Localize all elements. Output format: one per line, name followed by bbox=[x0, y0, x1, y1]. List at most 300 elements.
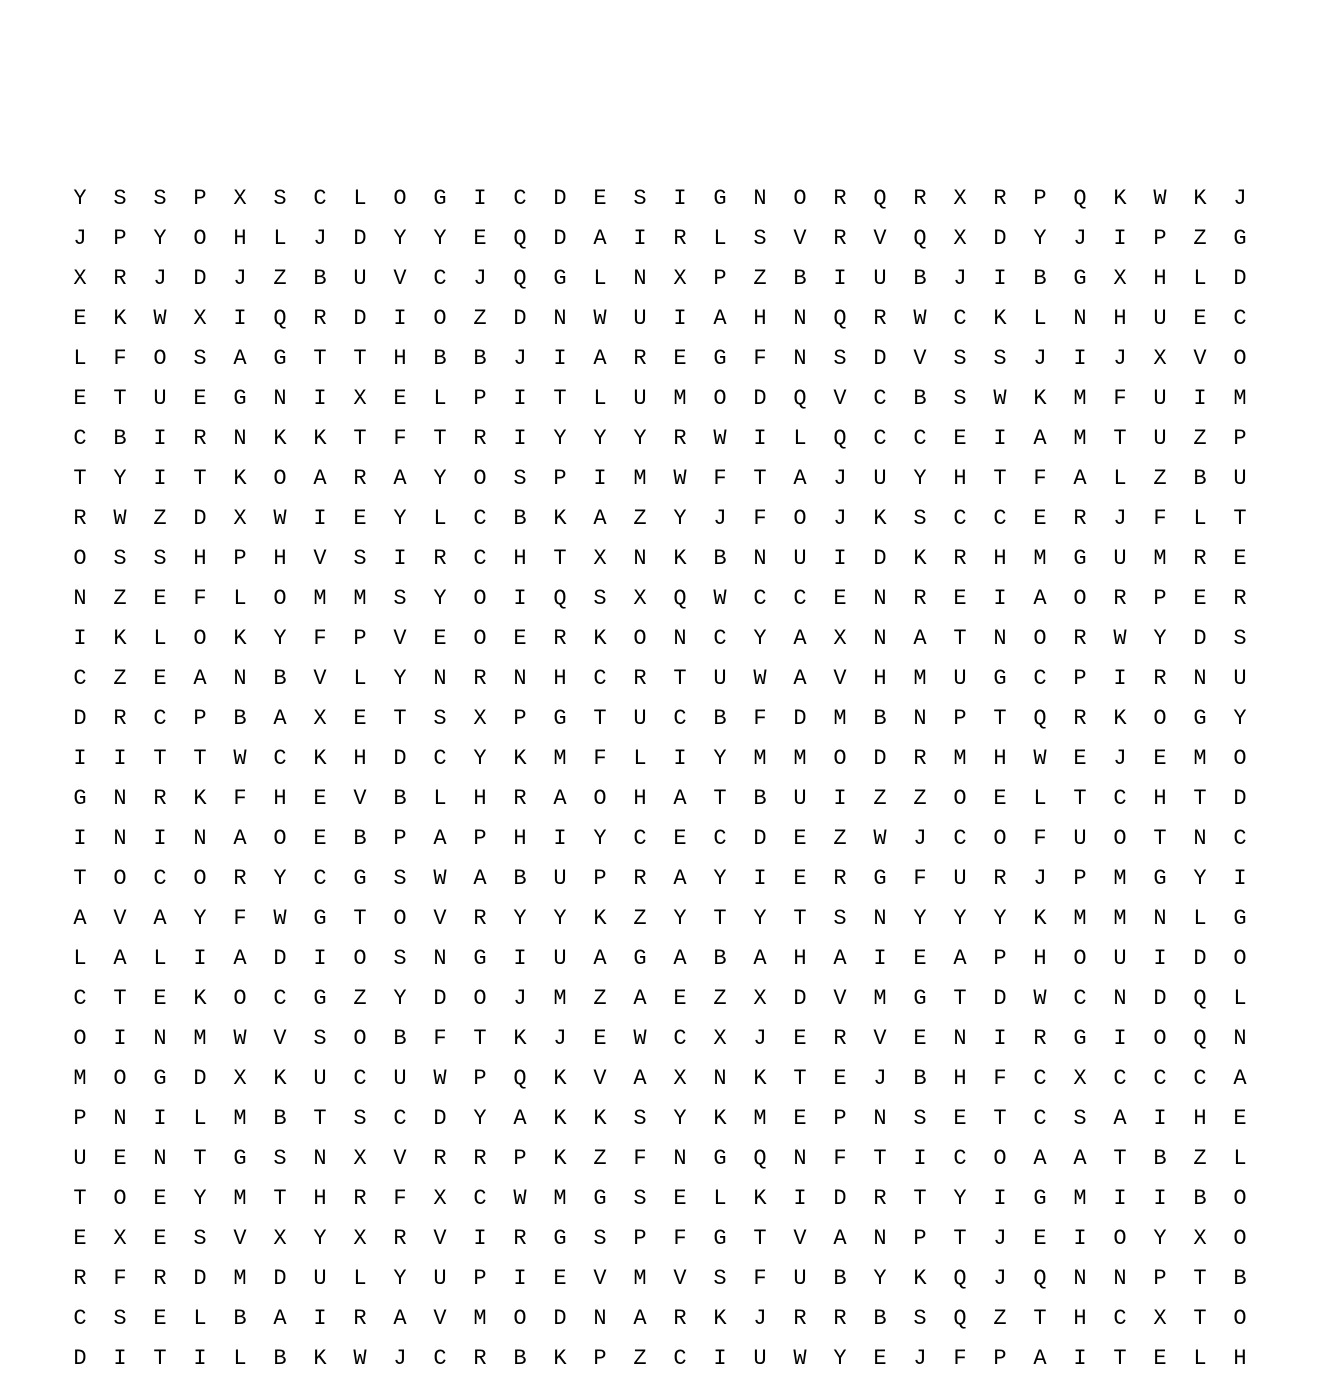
grid-letter: Z bbox=[353, 986, 367, 1011]
grid-letter: Z bbox=[473, 306, 487, 331]
grid-letter: K bbox=[193, 786, 207, 811]
grid-letter: N bbox=[873, 1106, 887, 1131]
grid-letter: C bbox=[73, 1306, 87, 1331]
grid-letter: G bbox=[313, 986, 327, 1011]
grid-letter: C bbox=[953, 826, 967, 851]
grid-letter: A bbox=[953, 946, 967, 971]
grid-letter: Z bbox=[593, 986, 607, 1011]
grid-letter: R bbox=[473, 426, 487, 451]
grid-letter: I bbox=[233, 306, 247, 331]
grid-letter: C bbox=[393, 1106, 407, 1131]
grid-letter: M bbox=[553, 986, 567, 1011]
grid-letter: B bbox=[713, 946, 727, 971]
grid-letter: O bbox=[393, 186, 407, 211]
grid-letter: D bbox=[993, 986, 1007, 1011]
grid-letter: K bbox=[553, 1106, 567, 1131]
grid-letter: R bbox=[353, 1306, 367, 1331]
grid-letter: X bbox=[113, 1226, 127, 1251]
grid-letter: A bbox=[233, 826, 247, 851]
grid-letter: Q bbox=[913, 226, 927, 251]
grid-letter: O bbox=[273, 466, 287, 491]
grid-letter: O bbox=[353, 946, 367, 971]
grid-letter: G bbox=[713, 1146, 727, 1171]
grid-letter: A bbox=[593, 346, 607, 371]
grid-letter: Q bbox=[1033, 1266, 1047, 1291]
grid-letter: T bbox=[153, 1346, 167, 1371]
grid-letter: C bbox=[673, 706, 687, 731]
grid-letter: D bbox=[1193, 946, 1207, 971]
grid-letter: I bbox=[1153, 946, 1167, 971]
grid-letter: D bbox=[553, 1306, 567, 1331]
grid-letter: T bbox=[353, 426, 367, 451]
grid-letter: I bbox=[513, 586, 527, 611]
grid-letter: O bbox=[1233, 1186, 1247, 1211]
grid-letter: M bbox=[1073, 426, 1087, 451]
grid-letter: B bbox=[1153, 1146, 1167, 1171]
grid-letter: K bbox=[513, 1026, 527, 1051]
grid-letter: L bbox=[73, 946, 87, 971]
grid-letter: V bbox=[833, 386, 847, 411]
grid-letter: B bbox=[113, 426, 127, 451]
grid-letter: B bbox=[913, 1066, 927, 1091]
grid-letter: M bbox=[233, 1106, 247, 1131]
grid-letter: D bbox=[873, 346, 887, 371]
grid-letter: F bbox=[113, 1266, 127, 1291]
grid-letter: D bbox=[873, 546, 887, 571]
grid-letter: B bbox=[1033, 266, 1047, 291]
grid-letter: M bbox=[1113, 866, 1127, 891]
grid-letter: S bbox=[433, 706, 447, 731]
grid-letter: U bbox=[633, 306, 647, 331]
grid-letter: O bbox=[993, 1146, 1007, 1171]
grid-letter: N bbox=[873, 626, 887, 651]
grid-letter: I bbox=[673, 746, 687, 771]
grid-letter: O bbox=[473, 586, 487, 611]
grid-letter: S bbox=[713, 1266, 727, 1291]
grid-letter: R bbox=[913, 746, 927, 771]
grid-letter: O bbox=[1113, 1226, 1127, 1251]
grid-letter: W bbox=[633, 1026, 647, 1051]
grid-letter: D bbox=[993, 226, 1007, 251]
grid-letter: S bbox=[313, 1026, 327, 1051]
grid-letter: I bbox=[1073, 1346, 1087, 1371]
grid-letter: H bbox=[1113, 306, 1127, 331]
grid-letter: E bbox=[913, 1026, 927, 1051]
grid-letter: M bbox=[753, 746, 767, 771]
grid-letter: S bbox=[1073, 1106, 1087, 1131]
grid-letter: U bbox=[1233, 666, 1247, 691]
grid-letter: Y bbox=[553, 906, 567, 931]
grid-letter: T bbox=[1113, 426, 1127, 451]
grid-letter: U bbox=[393, 1066, 407, 1091]
grid-letter: M bbox=[1073, 906, 1087, 931]
grid-letter: N bbox=[753, 186, 767, 211]
grid-letter: T bbox=[553, 546, 567, 571]
grid-letter: P bbox=[473, 1266, 487, 1291]
grid-letter: R bbox=[473, 906, 487, 931]
grid-letter: C bbox=[1113, 786, 1127, 811]
grid-letter: K bbox=[113, 626, 127, 651]
grid-letter: Q bbox=[953, 1306, 967, 1331]
grid-letter: L bbox=[353, 186, 367, 211]
grid-letter: K bbox=[873, 506, 887, 531]
grid-letter: N bbox=[793, 306, 807, 331]
grid-letter: K bbox=[313, 1346, 327, 1371]
grid-letter: M bbox=[913, 666, 927, 691]
grid-letter: T bbox=[113, 386, 127, 411]
grid-letter: C bbox=[1033, 666, 1047, 691]
grid-letter: I bbox=[513, 946, 527, 971]
grid-letter: A bbox=[553, 786, 567, 811]
grid-letter: I bbox=[993, 266, 1007, 291]
grid-letter: Y bbox=[113, 466, 127, 491]
grid-letter: E bbox=[353, 706, 367, 731]
grid-letter: K bbox=[233, 626, 247, 651]
grid-letter: V bbox=[353, 786, 367, 811]
grid-letter: E bbox=[833, 1066, 847, 1091]
grid-letter: D bbox=[353, 306, 367, 331]
grid-letter: C bbox=[313, 866, 327, 891]
grid-letter: L bbox=[1033, 306, 1047, 331]
grid-letter: E bbox=[73, 1226, 87, 1251]
grid-letter: Y bbox=[833, 1346, 847, 1371]
grid-letter: E bbox=[153, 666, 167, 691]
grid-letter: B bbox=[913, 266, 927, 291]
grid-letter: E bbox=[313, 826, 327, 851]
grid-letter: K bbox=[553, 1346, 567, 1371]
grid-letter: R bbox=[433, 1146, 447, 1171]
grid-letter: G bbox=[713, 346, 727, 371]
grid-letter: L bbox=[193, 1306, 207, 1331]
grid-letter: B bbox=[873, 706, 887, 731]
grid-letter: X bbox=[233, 1066, 247, 1091]
grid-letter: K bbox=[273, 426, 287, 451]
grid-letter: U bbox=[433, 1266, 447, 1291]
grid-letter: R bbox=[913, 586, 927, 611]
grid-letter: U bbox=[313, 1066, 327, 1091]
grid-letter: M bbox=[313, 586, 327, 611]
grid-letter: O bbox=[1153, 1026, 1167, 1051]
grid-letter: O bbox=[1113, 826, 1127, 851]
grid-letter: Q bbox=[513, 1066, 527, 1091]
grid-letter: C bbox=[873, 426, 887, 451]
grid-letter: J bbox=[913, 1346, 927, 1371]
grid-letter: P bbox=[1033, 186, 1047, 211]
grid-letter: J bbox=[753, 1306, 767, 1331]
grid-letter: O bbox=[233, 986, 247, 1011]
grid-letter: U bbox=[313, 1266, 327, 1291]
grid-letter: M bbox=[473, 1306, 487, 1331]
grid-letter: R bbox=[913, 186, 927, 211]
grid-letter: I bbox=[153, 1106, 167, 1131]
grid-letter: Y bbox=[1033, 226, 1047, 251]
grid-letter: X bbox=[1153, 346, 1167, 371]
grid-letter: G bbox=[633, 946, 647, 971]
grid-letter: O bbox=[473, 626, 487, 651]
grid-letter: R bbox=[833, 186, 847, 211]
grid-letter: J bbox=[553, 1026, 567, 1051]
grid-letter: O bbox=[953, 786, 967, 811]
grid-letter: C bbox=[273, 746, 287, 771]
grid-letter: Z bbox=[1193, 1146, 1207, 1171]
grid-letter: R bbox=[633, 346, 647, 371]
grid-letter: Y bbox=[393, 666, 407, 691]
grid-letter: M bbox=[633, 1266, 647, 1291]
grid-letter: K bbox=[913, 546, 927, 571]
grid-letter: O bbox=[1153, 706, 1167, 731]
grid-letter: V bbox=[833, 986, 847, 1011]
grid-letter: U bbox=[73, 1146, 87, 1171]
grid-letter: X bbox=[433, 1186, 447, 1211]
grid-letter: A bbox=[1033, 586, 1047, 611]
grid-letter: O bbox=[73, 1026, 87, 1051]
grid-letter: I bbox=[73, 626, 87, 651]
grid-letter: H bbox=[873, 666, 887, 691]
grid-letter: J bbox=[1113, 506, 1127, 531]
grid-letter: E bbox=[153, 986, 167, 1011]
grid-letter: N bbox=[553, 306, 567, 331]
grid-letter: T bbox=[353, 906, 367, 931]
grid-letter: O bbox=[393, 906, 407, 931]
grid-letter: J bbox=[993, 1266, 1007, 1291]
grid-letter: O bbox=[1233, 746, 1247, 771]
grid-letter: R bbox=[673, 1306, 687, 1331]
grid-letter: V bbox=[913, 346, 927, 371]
grid-letter: C bbox=[1033, 1106, 1047, 1131]
grid-letter: E bbox=[953, 586, 967, 611]
grid-letter: X bbox=[593, 546, 607, 571]
grid-letter: T bbox=[953, 986, 967, 1011]
grid-letter: R bbox=[1193, 546, 1207, 571]
grid-letter: S bbox=[993, 346, 1007, 371]
grid-letter: O bbox=[833, 746, 847, 771]
grid-letter: Y bbox=[1153, 626, 1167, 651]
grid-letter: P bbox=[593, 866, 607, 891]
grid-letter: Z bbox=[113, 586, 127, 611]
grid-letter: S bbox=[753, 226, 767, 251]
grid-letter: O bbox=[273, 586, 287, 611]
grid-letter: E bbox=[793, 1106, 807, 1131]
grid-letter: W bbox=[433, 1066, 447, 1091]
grid-letter: Z bbox=[993, 1306, 1007, 1331]
grid-letter: D bbox=[73, 1346, 87, 1371]
grid-letter: N bbox=[113, 1106, 127, 1131]
grid-letter: T bbox=[193, 1146, 207, 1171]
grid-letter: I bbox=[313, 506, 327, 531]
grid-letter: I bbox=[393, 306, 407, 331]
grid-letter: S bbox=[833, 906, 847, 931]
grid-letter: T bbox=[953, 1226, 967, 1251]
grid-letter: R bbox=[1113, 586, 1127, 611]
grid-letter: G bbox=[1233, 226, 1247, 251]
grid-letter: R bbox=[393, 1226, 407, 1251]
grid-letter: O bbox=[1233, 346, 1247, 371]
grid-letter: G bbox=[553, 266, 567, 291]
grid-letter: I bbox=[153, 466, 167, 491]
grid-letter: U bbox=[1113, 546, 1127, 571]
grid-letter: W bbox=[713, 426, 727, 451]
grid-letter: J bbox=[913, 826, 927, 851]
grid-letter: C bbox=[1113, 1306, 1127, 1331]
grid-letter: H bbox=[993, 546, 1007, 571]
grid-letter: V bbox=[673, 1266, 687, 1291]
grid-letter: P bbox=[1073, 866, 1087, 891]
grid-letter: D bbox=[193, 266, 207, 291]
grid-letter: P bbox=[193, 706, 207, 731]
grid-letter: E bbox=[473, 226, 487, 251]
grid-letter: P bbox=[473, 386, 487, 411]
grid-letter: O bbox=[273, 826, 287, 851]
grid-letter: R bbox=[1033, 1026, 1047, 1051]
grid-letter: O bbox=[353, 1026, 367, 1051]
grid-letter: D bbox=[553, 186, 567, 211]
grid-letter: I bbox=[553, 826, 567, 851]
grid-letter: A bbox=[153, 906, 167, 931]
grid-letter: E bbox=[673, 986, 687, 1011]
grid-letter: P bbox=[993, 1346, 1007, 1371]
grid-letter: Q bbox=[273, 306, 287, 331]
grid-letter: A bbox=[633, 1066, 647, 1091]
grid-letter: R bbox=[433, 546, 447, 571]
grid-letter: X bbox=[1113, 266, 1127, 291]
grid-letter: T bbox=[73, 1186, 87, 1211]
grid-letter: F bbox=[833, 1146, 847, 1171]
grid-letter: X bbox=[953, 186, 967, 211]
grid-letter: L bbox=[433, 786, 447, 811]
grid-letter: D bbox=[793, 706, 807, 731]
grid-letter: A bbox=[753, 946, 767, 971]
grid-letter: A bbox=[1113, 1106, 1127, 1131]
grid-letter: E bbox=[673, 346, 687, 371]
grid-letter: J bbox=[313, 226, 327, 251]
grid-letter: H bbox=[633, 786, 647, 811]
grid-letter: X bbox=[833, 626, 847, 651]
grid-letter: W bbox=[513, 1186, 527, 1211]
grid-letter: U bbox=[793, 786, 807, 811]
grid-letter: T bbox=[553, 386, 567, 411]
grid-letter: N bbox=[1233, 1026, 1247, 1051]
grid-letter: P bbox=[833, 1106, 847, 1131]
grid-letter: I bbox=[753, 426, 767, 451]
grid-letter: K bbox=[673, 546, 687, 571]
grid-letter: O bbox=[513, 1306, 527, 1331]
grid-letter: J bbox=[873, 1066, 887, 1091]
grid-letter: T bbox=[73, 866, 87, 891]
grid-letter: M bbox=[1073, 1186, 1087, 1211]
grid-letter: I bbox=[753, 866, 767, 891]
grid-letter: I bbox=[473, 186, 487, 211]
grid-letter: S bbox=[113, 186, 127, 211]
grid-letter: S bbox=[953, 346, 967, 371]
grid-letter: J bbox=[393, 1346, 407, 1371]
grid-letter: J bbox=[513, 986, 527, 1011]
grid-letter: V bbox=[593, 1066, 607, 1091]
grid-letter: B bbox=[833, 1266, 847, 1291]
grid-letter: Z bbox=[1193, 426, 1207, 451]
grid-letter: U bbox=[1113, 946, 1127, 971]
grid-letter: G bbox=[1073, 1026, 1087, 1051]
grid-letter: B bbox=[793, 266, 807, 291]
grid-letter: V bbox=[433, 1226, 447, 1251]
grid-letter: D bbox=[793, 986, 807, 1011]
grid-letter: A bbox=[633, 986, 647, 1011]
grid-letter: Z bbox=[1153, 466, 1167, 491]
grid-letter: S bbox=[193, 346, 207, 371]
grid-letter: A bbox=[593, 946, 607, 971]
grid-letter: X bbox=[673, 1066, 687, 1091]
grid-letter: P bbox=[73, 1106, 87, 1131]
grid-letter: T bbox=[913, 1186, 927, 1211]
grid-letter: N bbox=[913, 706, 927, 731]
grid-letter: U bbox=[1073, 826, 1087, 851]
grid-letter: T bbox=[593, 706, 607, 731]
grid-letter: J bbox=[513, 346, 527, 371]
grid-letter: R bbox=[1073, 706, 1087, 731]
grid-letter: G bbox=[1153, 866, 1167, 891]
grid-letter: I bbox=[113, 746, 127, 771]
grid-letter: N bbox=[993, 626, 1007, 651]
grid-letter: G bbox=[593, 1186, 607, 1211]
grid-letter: Y bbox=[153, 226, 167, 251]
grid-letter: R bbox=[873, 1186, 887, 1211]
grid-letter: T bbox=[113, 986, 127, 1011]
grid-letter: B bbox=[873, 1306, 887, 1331]
grid-letter: T bbox=[793, 906, 807, 931]
grid-letter: R bbox=[1073, 506, 1087, 531]
grid-letter: E bbox=[153, 586, 167, 611]
grid-letter: G bbox=[1193, 706, 1207, 731]
grid-letter: B bbox=[393, 786, 407, 811]
grid-letter: S bbox=[913, 506, 927, 531]
grid-letter: Q bbox=[513, 226, 527, 251]
grid-letter: W bbox=[593, 306, 607, 331]
grid-letter: K bbox=[553, 1066, 567, 1091]
grid-letter: R bbox=[73, 506, 87, 531]
grid-letter: I bbox=[713, 1346, 727, 1371]
grid-letter: T bbox=[1193, 1266, 1207, 1291]
grid-letter: C bbox=[1193, 1066, 1207, 1091]
grid-letter: G bbox=[1233, 906, 1247, 931]
grid-letter: L bbox=[193, 1106, 207, 1131]
grid-letter: P bbox=[193, 186, 207, 211]
grid-letter: S bbox=[353, 1106, 367, 1131]
grid-letter: F bbox=[113, 346, 127, 371]
grid-letter: L bbox=[1193, 1346, 1207, 1371]
grid-letter: P bbox=[713, 266, 727, 291]
grid-letter: S bbox=[513, 466, 527, 491]
grid-letter: I bbox=[833, 266, 847, 291]
grid-letter: I bbox=[313, 946, 327, 971]
grid-letter: X bbox=[353, 1226, 367, 1251]
grid-letter: T bbox=[313, 1106, 327, 1131]
grid-letter: I bbox=[593, 466, 607, 491]
grid-letter: E bbox=[113, 1146, 127, 1171]
grid-letter: D bbox=[193, 506, 207, 531]
grid-letter: D bbox=[433, 986, 447, 1011]
grid-letter: E bbox=[993, 786, 1007, 811]
grid-letter: W bbox=[353, 1346, 367, 1371]
grid-letter: J bbox=[753, 1026, 767, 1051]
grid-letter: R bbox=[833, 226, 847, 251]
grid-letter: R bbox=[513, 1226, 527, 1251]
grid-letter: R bbox=[153, 786, 167, 811]
grid-letter: N bbox=[1073, 1266, 1087, 1291]
grid-letter: Q bbox=[833, 426, 847, 451]
grid-letter: R bbox=[993, 866, 1007, 891]
grid-letter: F bbox=[753, 506, 767, 531]
grid-letter: C bbox=[713, 626, 727, 651]
grid-letter: E bbox=[353, 506, 367, 531]
